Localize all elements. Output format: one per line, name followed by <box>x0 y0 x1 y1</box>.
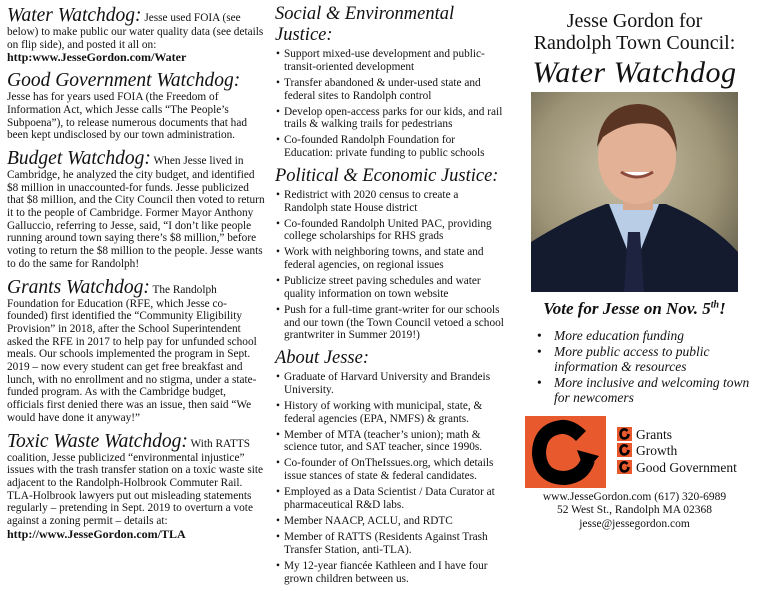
section-heading: Water Watchdog: <box>7 5 142 26</box>
list-item: • More public access to public information & resources <box>537 344 762 375</box>
address: 52 West St., Randolph MA 02368 <box>556 504 713 516</box>
list-item: • Redistrict with 2020 census to create a Randolph state House district <box>275 189 505 214</box>
vote-callout <box>505 298 764 320</box>
platform-list <box>537 328 762 406</box>
g-arrow-logo-icon <box>525 416 606 488</box>
vote-sup: th <box>710 299 720 311</box>
list-item: • Co-founder of OnTheIssues.org, which details issue stances of state & federal candidates. <box>275 457 505 482</box>
section-heading: Good Government Watchdog: <box>7 70 241 92</box>
list-item: • Member NAACP, ACLU, and RDTC <box>275 515 505 528</box>
about-jesse-section <box>275 348 505 585</box>
political-justice-section <box>275 166 505 342</box>
title-line: Jesse Gordon for <box>566 10 703 32</box>
logo-item-good-government <box>617 460 737 477</box>
list-item: • Graduate of Harvard University and Brandeis University. <box>275 371 505 396</box>
list-item: • More inclusive and welcoming town for newcomers <box>537 375 762 406</box>
list-item: • Member of MTA (teacher’s union); math & science tutor, and SAT teacher, since 1990s. <box>275 429 505 454</box>
toxic-waste-section <box>7 431 265 541</box>
water-url-link[interactable]: http:www.JesseGordon.com/Water <box>7 50 187 65</box>
section-heading: Political & Economic Justice: <box>275 165 499 186</box>
campaign-subtitle: Water Watchdog <box>532 56 737 89</box>
logo-item-label: Good Government <box>636 459 737 475</box>
list-item: • Employed as a Data Scientist / Data Curator at pharmaceutical R&D labs. <box>275 486 505 511</box>
list-item: • Support mixed-use development and public-transit-oriented development <box>275 48 505 73</box>
list-item: • Co-founded Randolph United PAC, providing college scholarships for RHS grads <box>275 218 505 243</box>
logo-item-label: Grants <box>636 426 672 442</box>
section-heading: Toxic Waste Watchdog: <box>7 430 188 452</box>
logo-block <box>525 416 764 488</box>
vote-text: Vote for Jesse on Nov. 5 <box>543 299 711 318</box>
good-government-section <box>7 70 265 142</box>
list-item: • Develop open-access parks for our kids, and rail trails & walking trails for pedestrians <box>275 106 505 131</box>
left-column <box>7 0 265 547</box>
g-mini-icon <box>617 427 632 441</box>
section-heading: Budget Watchdog: <box>7 147 151 169</box>
website-phone[interactable]: www.JesseGordon.com (617) 320-6989 <box>542 490 727 503</box>
about-list <box>275 371 505 585</box>
section-heading: About Jesse: <box>275 348 370 369</box>
contact-info <box>505 491 764 532</box>
logo-items <box>617 427 737 477</box>
logo-item-label: Growth <box>636 443 678 459</box>
list-item: • My 12-year fiancée Kathleen and I have four grown children between us. <box>275 560 505 585</box>
section-text: Jesse has for years used FOIA (the Freedom of Information Act, which Jesse calls “The People’s Subpoena”), to release numerous documents that had been kept undisclosed by our town administration. <box>7 91 247 142</box>
grants-watchdog-section <box>7 277 265 425</box>
social-justice-section <box>275 4 505 160</box>
section-text: The Randolph Foundation for Education (RFE, which Jesse co-founded) first identified the “Community Eligibility Provision” in 2018, after the School Superintendent asked the RFE in 2017 to help pay for unfunded school meals. Our schools implemented the program in Sept. 2019 – now every student can get free breakfast and lunch, with no enrollment and no stigma, under a state-funded program. As with the Cambridge budget, officials first denied there was an issue, then said “We would have done it anyway!” <box>7 283 257 424</box>
list-item: • Publicize street paving schedules and water quality information on town website <box>275 275 505 300</box>
email-link[interactable]: jesse@jessegordon.com <box>579 517 690 530</box>
title-line: Randolph Town Council: <box>533 32 736 54</box>
g-mini-icon <box>617 443 632 457</box>
list-item: • Work with neighboring towns, and state and federal agencies, on regional issues <box>275 246 505 271</box>
section-heading: Social & Environmental Justice: <box>275 4 455 45</box>
list-item: • Co-founded Randolph Foundation for Education: private funding to public schools <box>275 134 505 159</box>
g-mini-icon <box>617 460 632 474</box>
list-item: • Push for a full-time grant-writer for our schools and our town (the Town Council vetoed a school grantwriter in Summer 2019!) <box>275 304 505 342</box>
budget-watchdog-section <box>7 148 265 271</box>
section-heading: Grants Watchdog: <box>7 276 150 298</box>
section-text: With RATTS coalition, Jesse publicized “environmental injustice” issues with the trash transfer station on a toxic waste site adjacent to the Randolph-Holbrook Commuter Rail. TLA-Holbrook lawyers put out misleading statements regularly – pretending in Sept. 2019 to overturn a vote against a zoning permit – details at: <box>7 437 264 528</box>
list-item: • More education funding <box>537 328 762 344</box>
tla-url-link[interactable]: http://www.JesseGordon.com/TLA <box>7 526 186 541</box>
right-column <box>505 0 764 531</box>
list-item: • Transfer abandoned & under-used state and federal sites to Randolph control <box>275 77 505 102</box>
middle-column <box>275 0 505 591</box>
water-watchdog-section <box>7 5 265 64</box>
section-text: Jesse used FOIA (see below) to make public our water quality data (see details on flip side), and posted it all on: <box>7 12 264 51</box>
section-text: When Jesse lived in Cambridge, he analyzed the city budget, and identified $8 million in unaccounted-for funds. Jesse publicized that $8 million, and the City Council then voted to return it to the people of Cambridge. Former Mayor Anthony Galluccio, referring to Jesse, said, “I don’t like people running around town saying there’s $8 million,” before voting to return the $8 million to the people. Jesse wants to do the same for Randolph! <box>7 154 265 270</box>
list-item: • History of working with municipal, state, & federal agencies (EPA, NMFS) & grants. <box>275 400 505 425</box>
social-list <box>275 48 505 160</box>
list-item: • Member of RATTS (Residents Against Trash Transfer Station, anti-TLA). <box>275 531 505 556</box>
logo-item-grants <box>617 427 737 444</box>
political-list <box>275 189 505 342</box>
candidate-photo <box>531 92 738 292</box>
vote-end: ! <box>719 299 726 318</box>
campaign-title <box>505 10 764 54</box>
logo-item-growth <box>617 443 737 460</box>
